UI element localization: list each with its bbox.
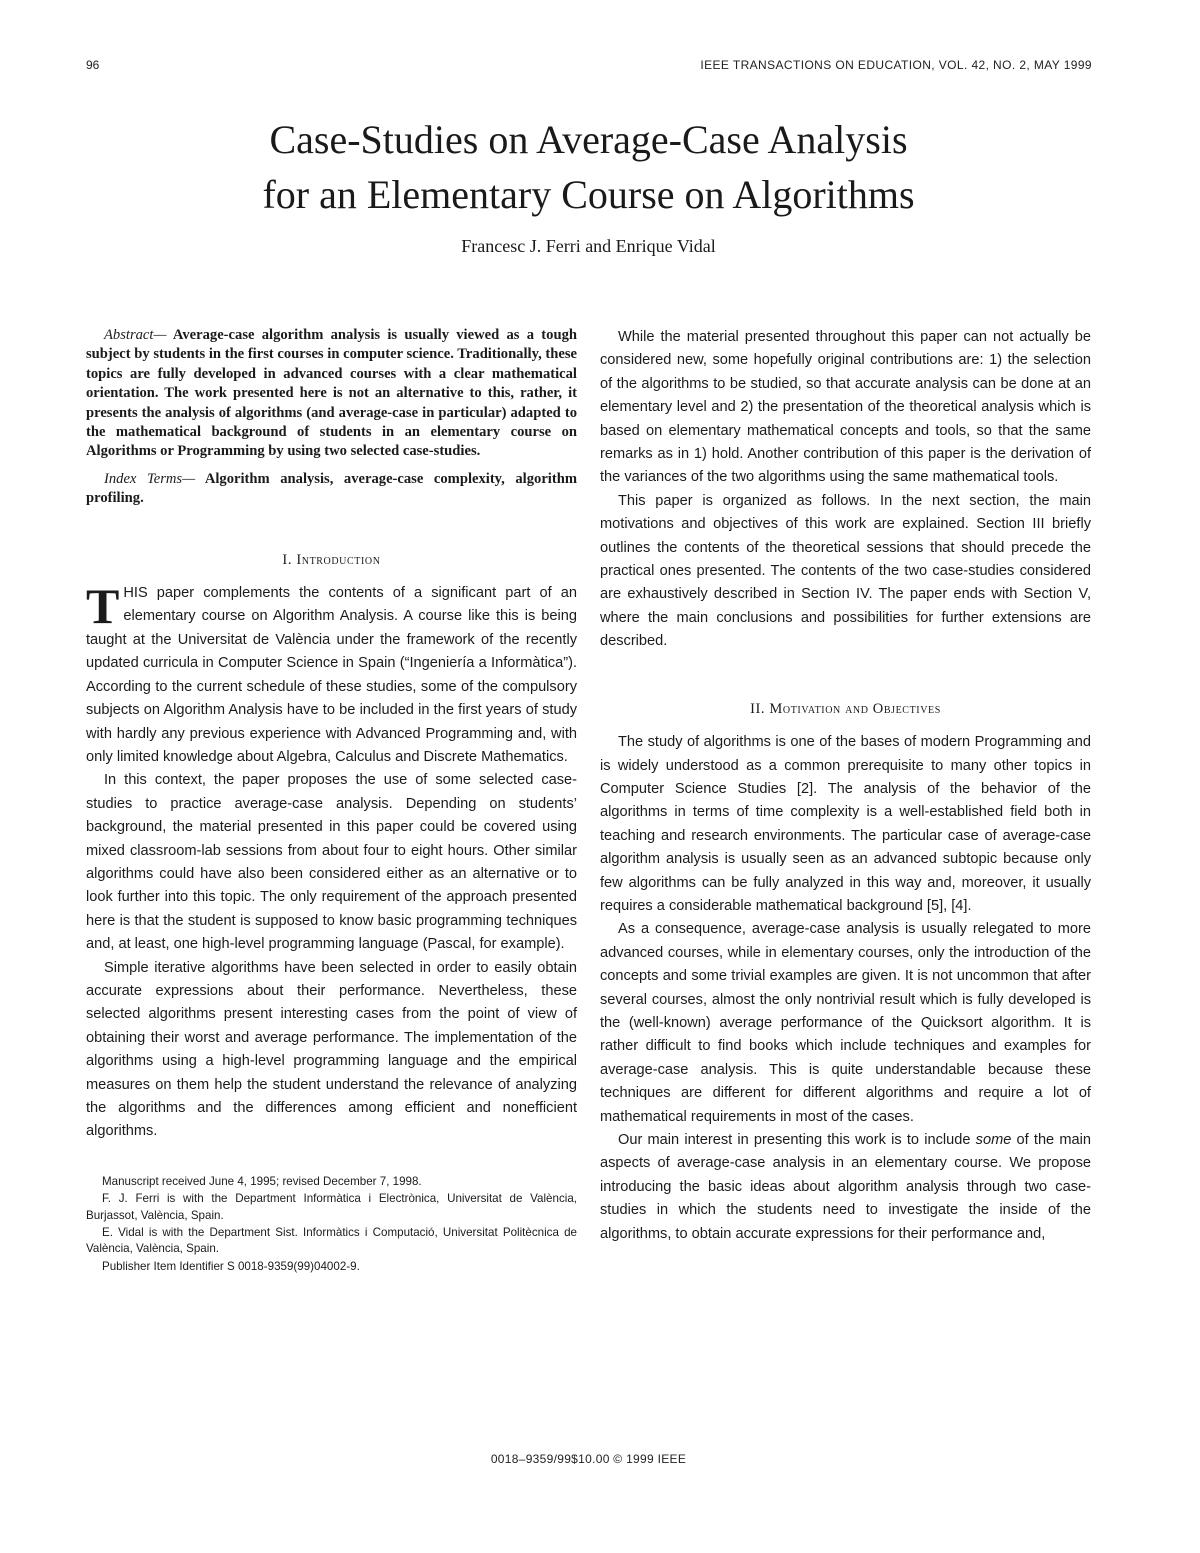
section-title: Motivation and Objectives [769, 700, 941, 717]
abstract-label: Abstract— [104, 327, 167, 343]
drop-cap: T [86, 578, 120, 635]
right-column [600, 326, 1091, 1246]
footnote-ferri: F. J. Ferri is with the Department Informàtica i Electrònica, Universitat de València, Burjassot, València, Spain. [86, 1192, 577, 1222]
abstract-text: Average-case algorithm analysis is usually viewed as a tough subject by students in the first courses in computer science. Traditionally, these topics are fully developed in advanced courses with a clear mathematical orientation. The work presented here is not an alternative to this, rather, it presents the analysis of algorithms (and average-case in particular) adapted to the mathematical background of students in an elementary course on Algorithms or Programming by using two selected case-studies. [86, 327, 577, 460]
index-terms [86, 470, 577, 509]
section-number: I. [282, 551, 297, 568]
right-paragraph-1: While the material presented throughout this paper can not actually be considered new, some hopefully original contributions are: 1) the selection of the algorithms to be studied, so that accurate analysis can be done at an elementary level and 2) the presentation of the theoretical analysis which is based on elementary mathematical concepts and tools, so that the same remarks as in 1) hold. Another contribution of this paper is the derivation of the variances of the two algorithms using the same mathematical tools. [600, 329, 1091, 486]
copyright-line: 0018–9359/99$10.00 © 1999 IEEE [490, 1452, 687, 1466]
right-paragraph-2: This paper is organized as follows. In the next section, the main motivations and objectives of this work are explained. Section III briefly outlines the contents of the theoretical sessions that should precede the practical ones presented. The contents of the two case-studies considered are exhaustively described in Section IV. The paper ends with Section V, where the main conclusions and possibilities for further extensions are described. [600, 492, 1091, 650]
title-line-2: for an Elementary Course on Algorithms [262, 172, 915, 217]
index-terms-text: Algorithm analysis, average-case complexity, algorithm profiling. [86, 470, 577, 507]
left-column [86, 326, 577, 1276]
authors: Francesc J. Ferri and Enrique Vidal [461, 236, 716, 256]
abstract [86, 326, 577, 462]
journal-citation: IEEE TRANSACTIONS ON EDUCATION, VOL. 42, NO. 2, MAY 1999 [700, 58, 1092, 72]
footnotes [86, 1174, 577, 1275]
motivation-paragraph-1: The study of algorithms is one of the bases of modern Programming and is widely understood as a common prerequisite to many other topics in Computer Science Studies [2]. The analysis of the behavior of the algorithms in terms of time complexity is a well-established field both in teaching and research environments. The particular case of average-case algorithm analysis is usually seen as an advanced subtopic because only few algorithms can be fully analyzed in this way and, moreover, it usually requires a considerable mathematical background [5], [4]. [600, 734, 1091, 914]
emphasis-some: some [975, 1132, 1012, 1148]
paper-title [0, 112, 1177, 222]
intro-paragraph-2: In this context, the paper proposes the use of some selected case-studies to practice average-case analysis. Depending on students’ background, the material presented in this paper could be covered using mixed classroom-lab sessions from about four to eight hours. Other similar algorithms could have also been considered either as an alternative or to look further into this topic. The only requirement of the approach presented here is that the student is supposed to know basic programming techniques and, at least, one high-level programming language (Pascal, for example). [86, 772, 577, 953]
section-title: Introduction [296, 551, 381, 568]
footnote-manuscript: Manuscript received June 4, 1995; revised December 7, 1998. [102, 1174, 422, 1188]
title-line-1: Case-Studies on Average-Case Analysis [269, 117, 908, 162]
intro-paragraph-1 [86, 578, 577, 769]
motivation-paragraph-2: As a consequence, average-case analysis is usually relegated to more advanced courses, while in elementary courses, only the introduction of the concepts and some trivial examples are given. It is not uncommon that after several courses, almost the only nontrivial result which is fully developed is the (well-known) average performance of the Quicksort algorithm. It is rather difficult to find books which include techniques and examples for average-case analysis. This is quite understandable because these techniques are different for different algorithms and require a lot of mathematical requirements in most of the cases. [600, 921, 1091, 1125]
intro-paragraph-1-text: HIS paper complements the contents of a significant part of an elementary course on Algorithm Analysis. A course like this is being taught at the Universitat de València under the framework of the recently updated curricula in Computer Science in Spain (“Ingeniería a Informàtica”). According to the current schedule of these studies, some of the compulsory subjects on Algorithm Analysis have to be included in the first years of study with hardly any previous experience with Advanced Programming and, with only limited knowledge about Algebra, Calculus and Discrete Mathematics. [86, 585, 577, 765]
section-number: II. [750, 700, 770, 717]
intro-paragraph-3: Simple iterative algorithms have been selected in order to easily obtain accurate expressions about their performance. Nevertheless, these selected algorithms present interesting cases from the point of view of obtaining their worst and average performance. The implementation of the algorithms using a high-level programming language and the empirical measures on them help the student understand the relevance of analyzing the algorithms and the differences among efficient and nonefficient algorithms. [86, 959, 577, 1140]
footnote-publisher-id: Publisher Item Identifier S 0018-9359(99)04002-9. [102, 1259, 360, 1273]
motivation-paragraph-3 [600, 1129, 1091, 1246]
footnote-vidal: E. Vidal is with the Department Sist. Informàtics i Computació, Universitat Politècnica de València, València, Spain. [86, 1226, 577, 1256]
section-heading-motivation [600, 698, 1091, 721]
motivation-paragraph-3-part-a: Our main interest in presenting this work is to include [618, 1132, 976, 1148]
index-terms-label: Index Terms— [104, 470, 196, 487]
section-heading-introduction [86, 549, 577, 572]
motivation-paragraph-3-part-b: of the main aspects of average-case analysis in an elementary course. We propose introducing the basic ideas about algorithm analysis through two case-studies in which the students need to investigate the inside of the algorithms, to obtain accurate expressions for their performance and, [600, 1132, 1091, 1242]
page-number: 96 [86, 58, 100, 72]
running-head [86, 58, 1092, 78]
